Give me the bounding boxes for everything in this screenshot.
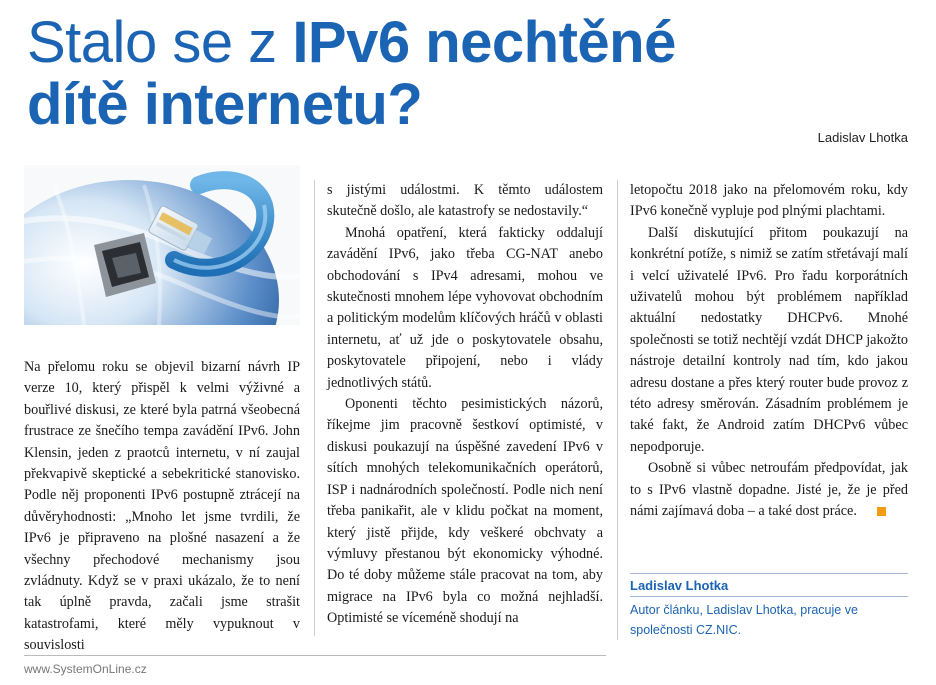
col3-paragraph-2: Další diskutující přitom poukazují na konkrétní potíže, s nimiž se zatím střetávají malí i velcí uživatelé IPv6. Pro řadu korporátních uživatelů mohou být problémem například aktuální nedostatky DHCPv6. Mnohé společnosti se totiž nechtějí vzdát DHCP jakožto nástroje detailní kontroly nad tím, kdo jakou adresu dostane a přes který router bude provoz z této adresy směrován. Zásadním problémem je také fakt, že Android zatím DHCPv6 vůbec nepodporuje. — [630, 224, 908, 455]
author-byline: Ladislav Lhotka — [817, 130, 908, 145]
col3-paragraph-3-text: Osobně si vůbec netroufám předpovídat, jak to s IPv6 vlastně dopadne. Jisté je, že je před námi zajímavá doba – a také dost práce. — [630, 460, 908, 520]
article-photo — [24, 165, 300, 325]
footer-rule — [24, 655, 606, 656]
column-3 — [630, 180, 908, 523]
title-line-2: dítě internetu? — [27, 72, 423, 137]
column-divider-2 — [617, 180, 618, 640]
orange-square-icon — [877, 507, 886, 516]
col3-paragraph-3 — [630, 458, 908, 522]
article-title — [27, 12, 676, 136]
col2-paragraph-1: s jistými událostmi. K těmto událostem skutečně došlo, ale katastrofy se nedostavily.“ — [327, 182, 603, 220]
title-part-2: IPv6 nechtěné — [292, 10, 676, 75]
footer-url[interactable]: www.SystemOnLine.cz — [24, 662, 147, 676]
title-part-1: Stalo se z — [27, 10, 293, 75]
bio-text: Autor článku, Ladislav Lhotka, pracuje ve společnosti CZ.NIC. — [630, 603, 858, 637]
col1-paragraph-1: Na přelomu roku se objevil bizarní návrh IP verze 10, který přispěl k velmi výživné a bouřlivé diskusi, ze které byla patrná všeobecná frustrace ze šnečího tempa zavádění IPv6. John Klensin, jeden z praotců internetu, v ní zaujal překvapivě skeptické a sebekritické stanovisko. Podle něj proponenti IPv6 postupně ztrácejí na důvěryhodnosti: „Mnoho let jsme tvrdili, že IPv6 je připraveno na plošné nasazení a že všechny přechodové mechanismy jsou zvládnuty. Když se v praxi ukázalo, že to není tak úplně pravda, začali jsme strašit katastrofami, které měly vypuknout v souvislosti — [24, 359, 300, 654]
column-2 — [327, 180, 603, 630]
network-cable-globe-illustration — [24, 165, 300, 325]
col2-paragraph-2: Mnohá opatření, která fakticky oddalují zavádění IPv6, jako třeba CG-NAT anebo obchodování s IPv4 adresami, mohou ve skutečnosti mnohem lépe vyhovovat obchodním a politickým modelům klíčových hráčů v oblasti internetu, ať už jde o poskytovatele obsahu, poskytovatele připojení, nebo i vlády jednotlivých států. — [327, 224, 603, 391]
bio-author-name: Ladislav Lhotka — [630, 578, 729, 593]
column-1 — [24, 357, 300, 657]
column-divider-1 — [314, 180, 315, 636]
col2-paragraph-3: Oponenti těchto pesimistických názorů, říkejme jim pracovně šestkoví optimisté, v diskusi poukazují na úspěšné zavedení IPv6 v sítích mnohých telekomunikačních operátorů, ISP i nadnárodních společností. Podle nich není třeba panikařit, ale v klidu počkat na moment, který jistě přijde, kdy veškeré obchvaty a výmluvy přestanou být ekonomicky výhodné. Do té doby můžeme stále pracovat na tom, aby migrace na IPv6 byla co možná nejhladší. Optimisté se víceméně shodují na — [327, 396, 603, 627]
col3-paragraph-1: letopočtu 2018 jako na přelomovém roku, kdy IPv6 konečně vypluje pod plnými plachtami. — [630, 182, 908, 220]
bio-top-rule — [630, 573, 908, 574]
bio-mid-rule — [630, 596, 908, 597]
